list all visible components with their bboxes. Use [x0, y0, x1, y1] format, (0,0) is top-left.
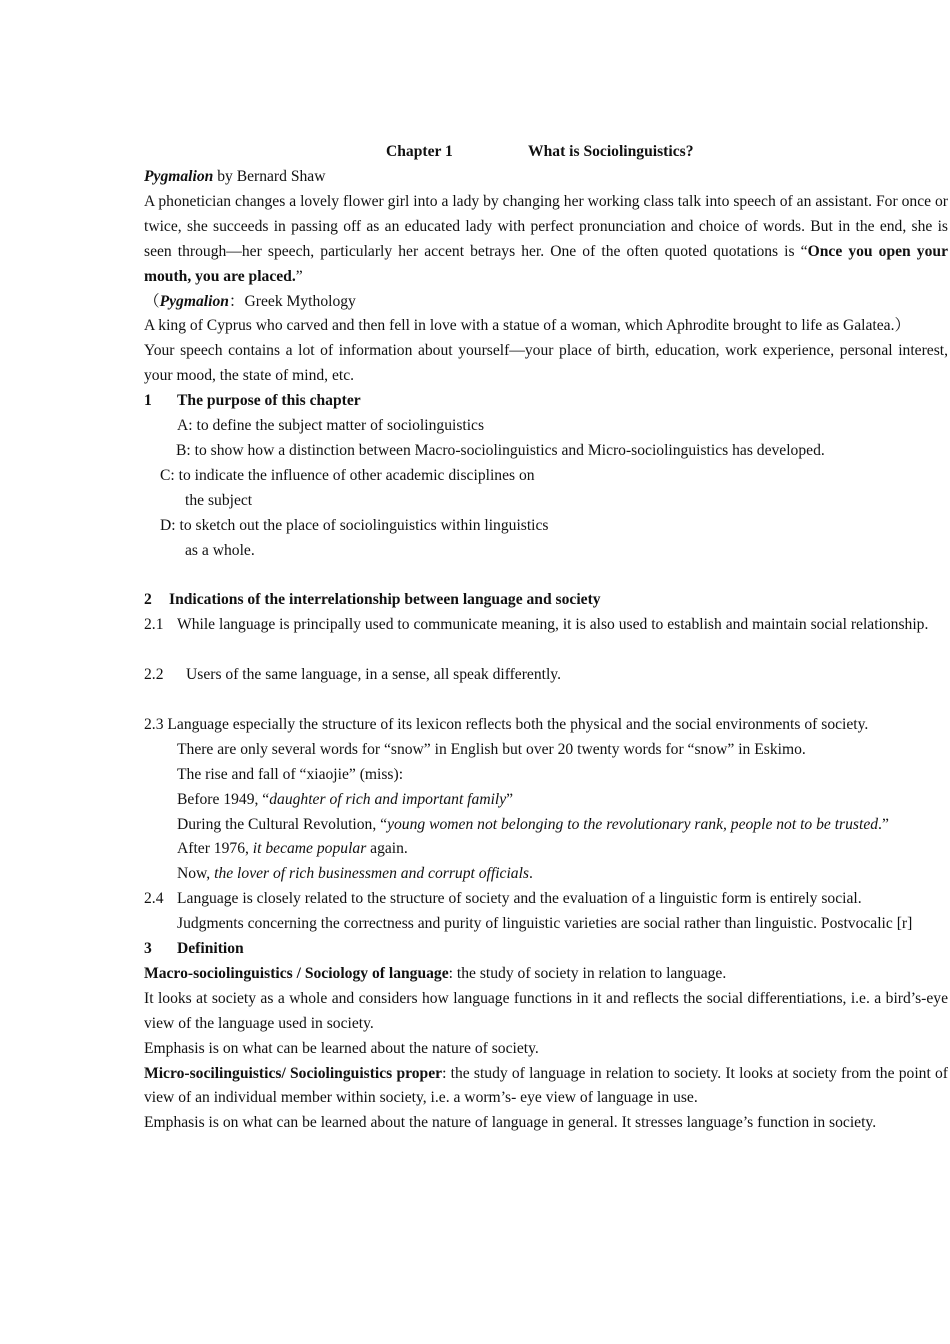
chapter-number: Chapter 1 [386, 143, 453, 160]
point-2-4-text: Language is closely related to the structure of society and the evaluation of a linguistic form is entirely social. [177, 890, 862, 908]
cult-text: young women not belonging to the revolutionary rank, people not to be trusted [387, 815, 879, 833]
after-label: After 1976, [177, 840, 253, 858]
point-2-1 [144, 613, 948, 638]
section-3-number: 3 [144, 940, 152, 958]
point-2-1-text: While language is principally used to communicate meaning, it is also used to establish and maintain social relationship. [177, 616, 929, 634]
point-2-2-number: 2.2 [144, 666, 164, 684]
xiaojie-now [144, 862, 948, 887]
purpose-item-c: C: to indicate the influence of other academic disciplines on [160, 466, 535, 484]
section-3-heading [144, 937, 948, 962]
after-end: again. [366, 840, 408, 858]
xiaojie-after-1976 [144, 837, 948, 862]
pygmalion-author: by Bernard Shaw [213, 168, 326, 185]
purpose-item-a: A: to define the subject matter of sociolinguistics [177, 417, 485, 435]
section-1-title: The purpose of this chapter [177, 392, 361, 410]
section-2-heading [144, 588, 948, 613]
after-text: it became popular [252, 840, 367, 858]
point-2-4-number: 2.4 [144, 890, 164, 908]
purpose-item-b: B: to show how a distinction between Macro-sociolinguistics and Micro-sociolinguistics has developed. [176, 441, 825, 459]
pygmalion-quote: Once you open your mouth, you are placed. [144, 242, 948, 285]
now-text: the lover of rich businessmen and corrupt officials [214, 865, 529, 883]
macro-description: It looks at society as a whole and considers how language functions in it and reflects the social differentiations, i.e. a bird’s-eye view of the language used in society. [144, 989, 948, 1032]
micro-def: : the study of language in relation to society. It looks at society from the point of view of an individual member within society, i.e. a worm’s- eye view of language in use. [144, 1064, 948, 1107]
macro-definition [144, 962, 948, 987]
before-label: Before 1949, “ [177, 790, 270, 808]
section-3-title: Definition [177, 940, 244, 958]
xiaojie-cultural-revolution [144, 813, 948, 838]
section-2-title: Indications of the interrelationship between language and society [169, 591, 601, 609]
pygmalion-quote-close: ” [295, 267, 303, 285]
section-2-number: 2 [144, 591, 152, 609]
speech-info-paragraph: Your speech contains a lot of information about yourself—your place of birth, education, work experience, personal interest, your mood, the state of mind, etc. [144, 342, 948, 385]
before-text: daughter of rich and important family [269, 790, 507, 808]
xiaojie-intro: The rise and fall of “xiaojie” (miss): [177, 765, 404, 783]
chapter-name: What is Sociolinguistics? [528, 143, 694, 160]
myth-heading [144, 290, 948, 315]
chapter-title [144, 140, 948, 165]
purpose-item-d-cont: as a whole. [185, 541, 255, 559]
now-end: . [528, 865, 533, 883]
micro-emphasis: Emphasis is on what can be learned about the nature of language in general. It stresses language’s function in society. [144, 1114, 877, 1132]
pygmalion-line [144, 165, 948, 190]
judgments-text: Judgments concerning the correctness and purity of linguistic varieties are social rather than linguistic. Postvocalic [r] [177, 915, 913, 933]
point-2-2 [144, 663, 948, 688]
cult-end: .” [878, 815, 889, 833]
section-1-heading [144, 389, 948, 414]
micro-term: Micro-socilinguistics/ Sociolinguistics proper [144, 1064, 443, 1082]
snow-example: There are only several words for “snow” in English but over 20 twenty words for “snow” in Eskimo. [177, 740, 806, 758]
point-2-1-number: 2.1 [144, 616, 164, 634]
pygmalion-summary-paragraph [144, 190, 948, 290]
pygmalion-work-title: Pygmalion [144, 168, 214, 185]
myth-separator: ： [228, 292, 245, 310]
myth-text: A king of Cyprus who carved and then fell in love with a statue of a woman, which Aphrodite brought to life as Galatea.） [144, 317, 911, 335]
purpose-item-d: D: to sketch out the place of sociolinguistics within linguistics [160, 516, 549, 534]
point-2-2-text: Users of the same language, in a sense, all speak differently. [186, 666, 561, 684]
myth-source: Greek Mythology [244, 292, 356, 310]
now-label: Now, [177, 865, 215, 883]
myth-open-paren: （ [144, 292, 160, 310]
pygmalion-summary: A phonetician changes a lovely flower girl into a lady by changing her working class talk into speech of an assistant. For once or twice, she succeeds in passing off as an educated lady with perfect pronunciation and choice of words. But in the end, she is seen through—her speech, particularly her accent betrays her. One of the often quoted quotations is “ [144, 192, 948, 260]
purpose-item-c-cont: the subject [185, 491, 253, 509]
section-1-number: 1 [144, 392, 152, 410]
xiaojie-before-1949 [144, 788, 948, 813]
macro-emphasis: Emphasis is on what can be learned about the nature of society. [144, 1039, 539, 1057]
macro-def: : the study of society in relation to language. [448, 964, 727, 982]
before-end: ” [506, 790, 514, 808]
myth-name: Pygmalion [159, 292, 229, 310]
micro-definition [144, 1062, 948, 1112]
cult-label: During the Cultural Revolution, “ [177, 815, 388, 833]
point-2-3: 2.3 Language especially the structure of its lexicon reflects both the physical and the social environments of society. [144, 715, 869, 733]
point-2-4 [144, 887, 948, 912]
macro-term: Macro-sociolinguistics / Sociology of language [144, 964, 449, 982]
document-page [144, 140, 948, 1136]
